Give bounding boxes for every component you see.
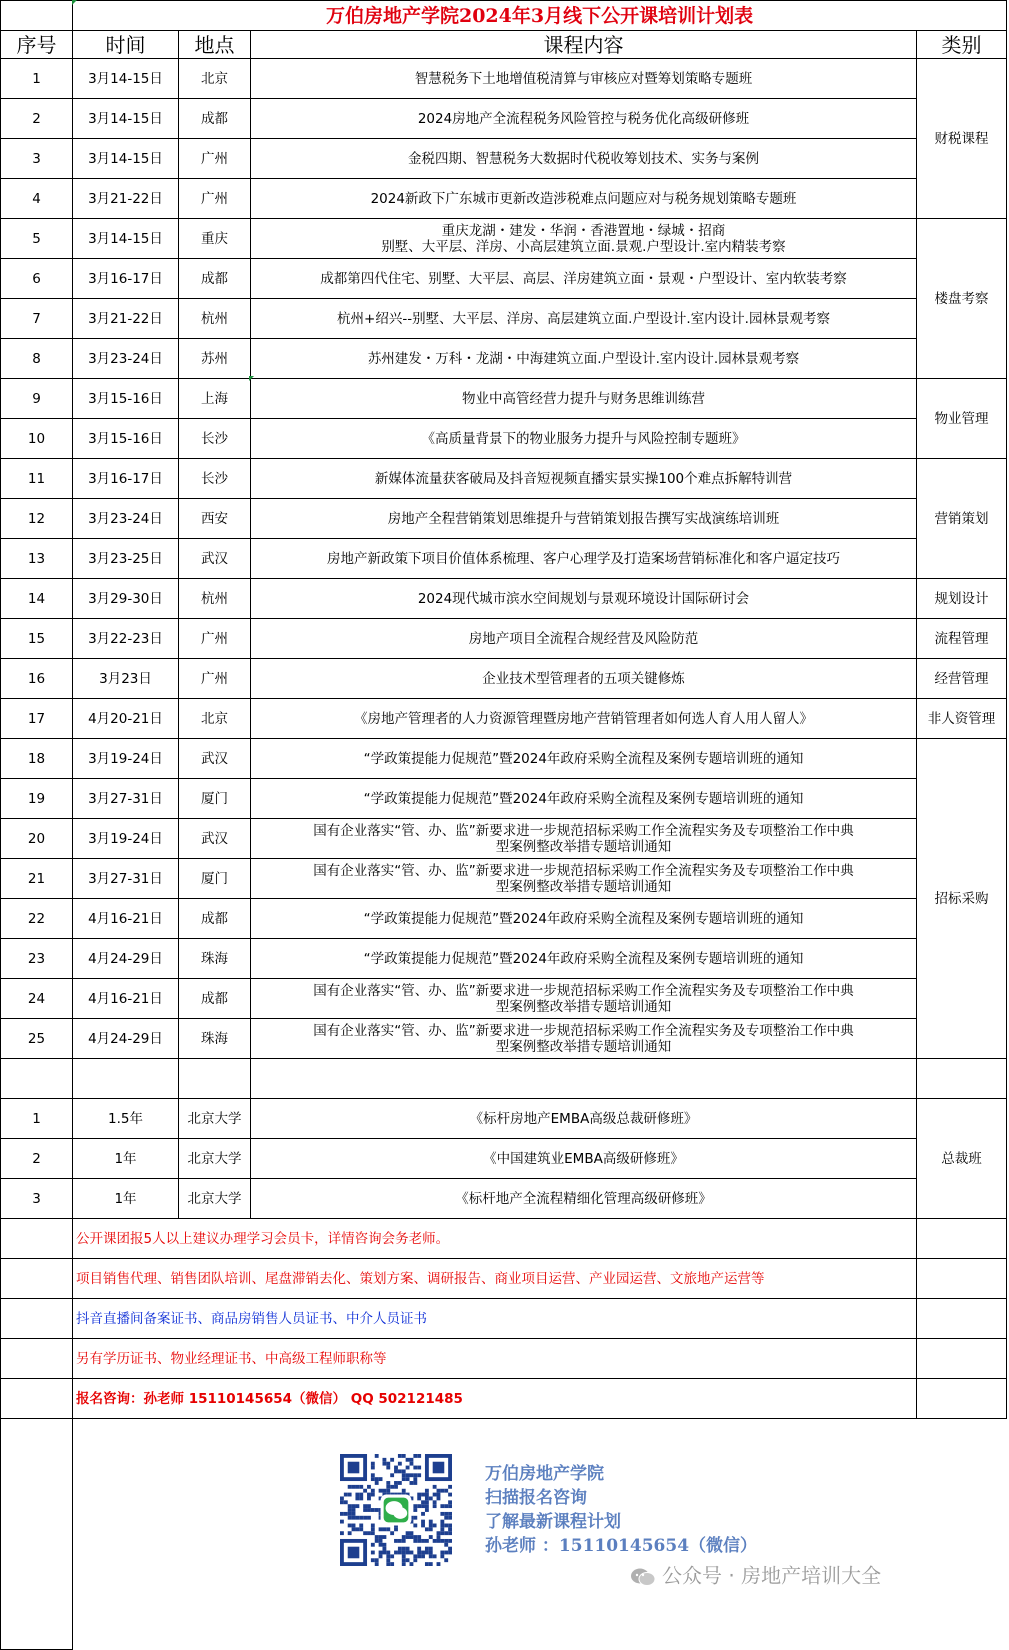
row-number: 25 [1, 1019, 73, 1059]
header-course: 课程内容 [251, 31, 917, 59]
table-row [1, 299, 1007, 339]
exec-row [1, 1099, 1007, 1139]
table-row [1, 779, 1007, 819]
table-row [1, 739, 1007, 779]
row-course: 《高质量背景下的物业服务力提升与风险控制专题班》 [251, 419, 917, 459]
row-time: 4月24-29日 [73, 939, 179, 979]
row-course: 新媒体流量获客破局及抖音短视频直播实景实操100个难点拆解特训营 [251, 459, 917, 499]
row-number: 7 [1, 299, 73, 339]
table-row [1, 379, 1007, 419]
blank-row [1, 1059, 1007, 1099]
note-text: 报名咨询：孙老师 15110145654（微信） QQ 502121485 [73, 1379, 917, 1419]
row-number: 3 [1, 1179, 73, 1219]
row-course: 国有企业落实“管、办、监”新要求进一步规范招标采购工作全流程实务及专项整治工作中典 型案例整改举措专题培训通知 [251, 1019, 917, 1059]
note-right-cell [917, 1379, 1007, 1419]
row-time: 3月21-22日 [73, 179, 179, 219]
row-place: 北京大学 [179, 1139, 251, 1179]
qr-cell [73, 1419, 1007, 1650]
row-place: 成都 [179, 99, 251, 139]
note-right-cell [917, 1219, 1007, 1259]
table-row [1, 619, 1007, 659]
blank-cell [251, 1059, 917, 1099]
row-number: 2 [1, 1139, 73, 1179]
blank-cell [73, 1059, 179, 1099]
row-time: 3月15-16日 [73, 379, 179, 419]
watermark-text: 公众号 · 房地产培训大全 [662, 1563, 882, 1588]
row-course: 国有企业落实“管、办、监”新要求进一步规范招标采购工作全流程实务及专项整治工作中典 型案例整改举措专题培训通知 [251, 979, 917, 1019]
row-place: 北京 [179, 59, 251, 99]
row-number: 22 [1, 899, 73, 939]
row-number: 19 [1, 779, 73, 819]
row-place: 北京大学 [179, 1179, 251, 1219]
row-time: 3月23-24日 [73, 499, 179, 539]
table-row [1, 699, 1007, 739]
blank-cell [1, 1059, 73, 1099]
row-course: “学政策提能力促规范”暨2024年政府采购全流程及案例专题培训班的通知 [251, 939, 917, 979]
row-number: 10 [1, 419, 73, 459]
table-row [1, 59, 1007, 99]
row-time: 1年 [73, 1139, 179, 1179]
qr-left-cell [1, 1419, 73, 1650]
row-number: 9 [1, 379, 73, 419]
exec-row [1, 1179, 1007, 1219]
row-course: 智慧税务下土地增值税清算与审核应对暨筹划策略专题班 [251, 59, 917, 99]
row-place: 成都 [179, 259, 251, 299]
row-number: 2 [1, 99, 73, 139]
row-time: 3月14-15日 [73, 59, 179, 99]
note-row [1, 1259, 1007, 1299]
category-label: 营销策划 [917, 459, 1007, 579]
row-place: 广州 [179, 139, 251, 179]
row-course: 企业技术型管理者的五项关键修炼 [251, 659, 917, 699]
note-left-cell [1, 1219, 73, 1259]
row-course: 2024现代城市滨水空间规划与景观环境设计国际研讨会 [251, 579, 917, 619]
row-course: “学政策提能力促规范”暨2024年政府采购全流程及案例专题培训班的通知 [251, 739, 917, 779]
qr-row [1, 1419, 1007, 1650]
table-row [1, 899, 1007, 939]
note-left-cell [1, 1379, 73, 1419]
row-number: 1 [1, 59, 73, 99]
table-row [1, 419, 1007, 459]
row-number: 14 [1, 579, 73, 619]
table-row [1, 499, 1007, 539]
wechat-icon [630, 1567, 656, 1587]
row-time: 3月23-25日 [73, 539, 179, 579]
row-course: 2024新政下广东城市更新改造涉税难点问题应对与税务规划策略专题班 [251, 179, 917, 219]
note-left-cell [1, 1299, 73, 1339]
row-place: 广州 [179, 619, 251, 659]
row-place: 上海 [179, 379, 251, 419]
row-number: 16 [1, 659, 73, 699]
row-number: 12 [1, 499, 73, 539]
header-no: 序号 [1, 31, 73, 59]
note-row [1, 1219, 1007, 1259]
row-number: 15 [1, 619, 73, 659]
watermark [630, 1563, 882, 1588]
row-time: 3月27-31日 [73, 779, 179, 819]
note-row [1, 1339, 1007, 1379]
row-time: 3月22-23日 [73, 619, 179, 659]
table-row [1, 539, 1007, 579]
row-course: 成都第四代住宅、别墅、大平层、高层、洋房建筑立面・景观・户型设计、室内软装考察 [251, 259, 917, 299]
row-number: 8 [1, 339, 73, 379]
row-place: 北京 [179, 699, 251, 739]
row-place: 厦门 [179, 859, 251, 899]
row-place: 北京大学 [179, 1099, 251, 1139]
row-number: 1 [1, 1099, 73, 1139]
qr-code-icon [340, 1454, 452, 1566]
table-row [1, 659, 1007, 699]
row-course: “学政策提能力促规范”暨2024年政府采购全流程及案例专题培训班的通知 [251, 899, 917, 939]
table-row [1, 139, 1007, 179]
row-course: 房地产全程营销策划思维提升与营销策划报告撰写实战演练培训班 [251, 499, 917, 539]
row-place: 杭州 [179, 299, 251, 339]
table-row [1, 1019, 1007, 1059]
table-row [1, 99, 1007, 139]
row-place: 长沙 [179, 459, 251, 499]
row-number: 17 [1, 699, 73, 739]
note-right-cell [917, 1259, 1007, 1299]
row-number: 23 [1, 939, 73, 979]
row-place: 重庆 [179, 219, 251, 259]
note-left-cell [1, 1259, 73, 1299]
table-row [1, 459, 1007, 499]
row-course: 物业中高管经营力提升与财务思维训练营 [251, 379, 917, 419]
table-row [1, 819, 1007, 859]
note-left-cell [1, 1339, 73, 1379]
table-row [1, 179, 1007, 219]
row-course: 《中国建筑业EMBA高级研修班》 [251, 1139, 917, 1179]
row-number: 3 [1, 139, 73, 179]
row-place: 珠海 [179, 939, 251, 979]
row-time: 4月16-21日 [73, 899, 179, 939]
contact-plan: 了解最新课程计划 [485, 1512, 621, 1532]
row-place: 厦门 [179, 779, 251, 819]
category-label: 招标采购 [917, 739, 1007, 1059]
row-course: 苏州建发・万科・龙湖・中海建筑立面.户型设计.室内设计.园林景观考察 [251, 339, 917, 379]
row-time: 3月16-17日 [73, 459, 179, 499]
note-text: 公开课团报5人以上建议办理学习会员卡，详情咨询会务老师。 [73, 1219, 917, 1259]
row-time: 1年 [73, 1179, 179, 1219]
contact-phone: 孙老师 ：15110145654（微信） [485, 1536, 758, 1556]
table-row [1, 339, 1007, 379]
row-place: 成都 [179, 979, 251, 1019]
row-time: 3月14-15日 [73, 99, 179, 139]
row-number: 6 [1, 259, 73, 299]
row-course: 房地产新政策下项目价值体系梳理、客户心理学及打造案场营销标准化和客户逼定技巧 [251, 539, 917, 579]
header-place: 地点 [179, 31, 251, 59]
cell-marker-icon [249, 376, 254, 381]
row-number: 11 [1, 459, 73, 499]
blank-cell [917, 1059, 1007, 1099]
table-row [1, 219, 1007, 259]
row-time: 3月19-24日 [73, 739, 179, 779]
category-label: 非人资管理 [917, 699, 1007, 739]
row-time: 4月24-29日 [73, 1019, 179, 1059]
row-course: 国有企业落实“管、办、监”新要求进一步规范招标采购工作全流程实务及专项整治工作中典 型案例整改举措专题培训通知 [251, 859, 917, 899]
contact-scan: 扫描报名咨询 [485, 1488, 587, 1508]
row-time: 3月21-22日 [73, 299, 179, 339]
contact-school: 万伯房地产学院 [485, 1464, 604, 1484]
row-number: 24 [1, 979, 73, 1019]
row-course: 2024房地产全流程税务风险管控与税务优化高级研修班 [251, 99, 917, 139]
row-course: 金税四期、智慧税务大数据时代税收筹划技术、实务与案例 [251, 139, 917, 179]
row-time: 3月19-24日 [73, 819, 179, 859]
row-number: 18 [1, 739, 73, 779]
row-time: 4月16-21日 [73, 979, 179, 1019]
note-text: 抖音直播间备案证书、商品房销售人员证书、中介人员证书 [73, 1299, 917, 1339]
row-course: 杭州+绍兴--别墅、大平层、洋房、高层建筑立面.户型设计.室内设计.园林景观考察 [251, 299, 917, 339]
row-course: 《标杆地产全流程精细化管理高级研修班》 [251, 1179, 917, 1219]
row-place: 武汉 [179, 739, 251, 779]
row-course: 国有企业落实“管、办、监”新要求进一步规范招标采购工作全流程实务及专项整治工作中典 型案例整改举措专题培训通知 [251, 819, 917, 859]
table-row [1, 579, 1007, 619]
note-row [1, 1299, 1007, 1339]
row-place: 武汉 [179, 819, 251, 859]
note-text: 另有学历证书、物业经理证书、中高级工程师职称等 [73, 1339, 917, 1379]
row-course: “学政策提能力促规范”暨2024年政府采购全流程及案例专题培训班的通知 [251, 779, 917, 819]
category-label: 流程管理 [917, 619, 1007, 659]
row-time: 3月29-30日 [73, 579, 179, 619]
row-course: 重庆龙湖・建发・华润・香港置地・绿城・招商 别墅、大平层、洋房、小高层建筑立面.景观.户型设计.室内精装考察 [251, 219, 917, 259]
note-right-cell [917, 1339, 1007, 1379]
row-place: 武汉 [179, 539, 251, 579]
row-number: 20 [1, 819, 73, 859]
note-right-cell [917, 1299, 1007, 1339]
row-time: 3月14-15日 [73, 219, 179, 259]
row-place: 长沙 [179, 419, 251, 459]
note-text: 项目销售代理、销售团队培训、尾盘滞销去化、策划方案、调研报告、商业项目运营、产业园运营、文旅地产运营等 [73, 1259, 917, 1299]
row-course: 房地产项目全流程合规经营及风险防范 [251, 619, 917, 659]
page-title: 万伯房地产学院2024年3月线下公开课培训计划表 [73, 1, 1007, 31]
category-label: 总裁班 [917, 1099, 1007, 1219]
row-place: 广州 [179, 659, 251, 699]
category-label: 财税课程 [917, 59, 1007, 219]
header-category: 类别 [917, 31, 1007, 59]
row-number: 4 [1, 179, 73, 219]
row-course: 《标杆房地产EMBA高级总裁研修班》 [251, 1099, 917, 1139]
contact-block [485, 1462, 757, 1558]
blank-cell [179, 1059, 251, 1099]
note-row [1, 1379, 1007, 1419]
table-row [1, 259, 1007, 299]
row-time: 3月16-17日 [73, 259, 179, 299]
row-time: 3月23日 [73, 659, 179, 699]
exec-row [1, 1139, 1007, 1179]
row-place: 苏州 [179, 339, 251, 379]
table-row [1, 859, 1007, 899]
header-row [1, 31, 1007, 59]
title-left-cell [1, 1, 73, 31]
category-label: 规划设计 [917, 579, 1007, 619]
row-place: 成都 [179, 899, 251, 939]
cell-marker-icon [72, 0, 77, 5]
row-number: 21 [1, 859, 73, 899]
row-place: 珠海 [179, 1019, 251, 1059]
row-place: 杭州 [179, 579, 251, 619]
category-label: 楼盘考察 [917, 219, 1007, 379]
row-number: 5 [1, 219, 73, 259]
row-number: 13 [1, 539, 73, 579]
row-time: 1.5年 [73, 1099, 179, 1139]
row-time: 3月15-16日 [73, 419, 179, 459]
header-time: 时间 [73, 31, 179, 59]
category-label: 物业管理 [917, 379, 1007, 459]
category-label: 经营管理 [917, 659, 1007, 699]
row-course: 《房地产管理者的人力资源管理暨房地产营销管理者如何选人育人用人留人》 [251, 699, 917, 739]
row-time: 3月14-15日 [73, 139, 179, 179]
row-time: 3月27-31日 [73, 859, 179, 899]
title-row [1, 1, 1007, 31]
row-place: 西安 [179, 499, 251, 539]
row-place: 广州 [179, 179, 251, 219]
table-row [1, 979, 1007, 1019]
row-time: 3月23-24日 [73, 339, 179, 379]
row-time: 4月20-21日 [73, 699, 179, 739]
table-row [1, 939, 1007, 979]
